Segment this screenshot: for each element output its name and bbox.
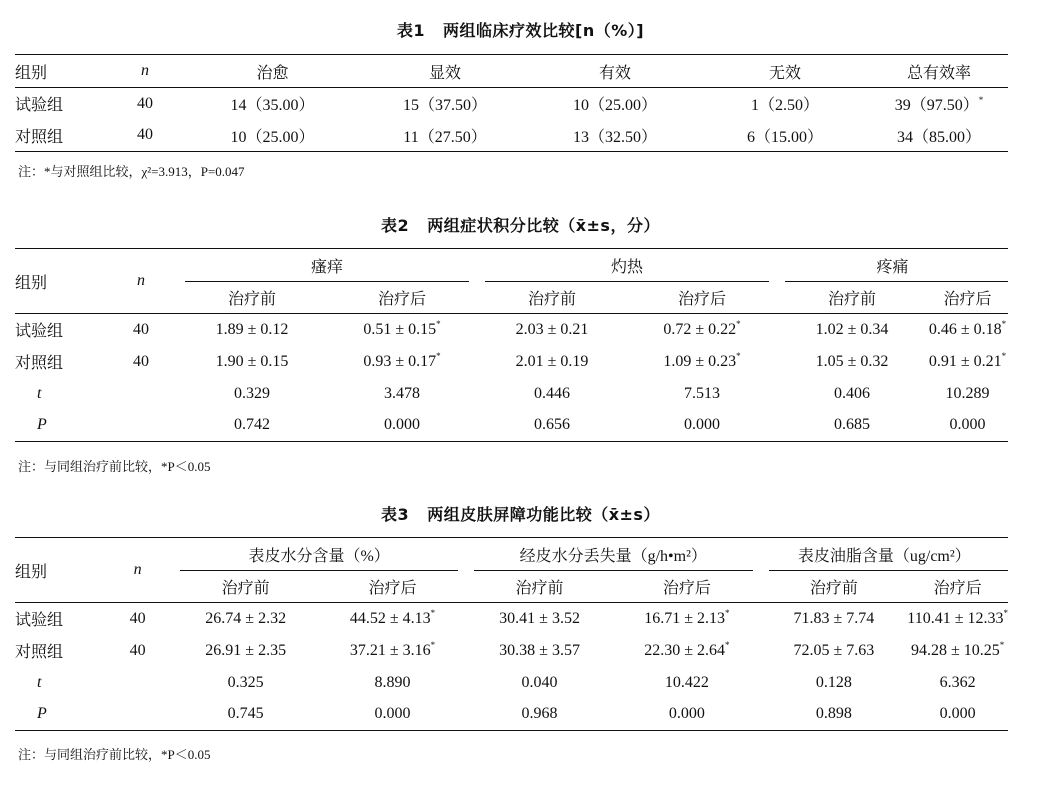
sub-header: 治疗后 — [319, 571, 466, 603]
table-cell: 0.968 — [521, 705, 558, 723]
table-cell: 30.41 ± 3.52 — [499, 609, 580, 627]
table-cell: 0.446 — [534, 384, 570, 402]
table1-note: 注：*与对照组比较，χ²=3.913，P=0.047 — [18, 164, 245, 179]
table-cell — [327, 346, 477, 378]
table-cell — [105, 378, 177, 410]
table-cell: 15（37.50） — [402, 97, 487, 115]
table-cell: 0.128 — [815, 673, 852, 691]
cell-value: 37.21 ± 3.16 — [349, 641, 431, 659]
table-row — [15, 314, 1008, 346]
table-cell: 10（25.00） — [230, 128, 315, 146]
table-cell: t — [37, 673, 42, 691]
table-cell: 2.01 ± 0.19 — [515, 352, 589, 370]
table-cell — [907, 603, 1008, 635]
significance-mark: * — [430, 639, 436, 650]
table-cell — [627, 346, 777, 378]
table-cell — [870, 88, 1008, 120]
table-cell: 2.03 ± 0.21 — [515, 320, 589, 338]
table-cell: 13（32.50） — [572, 128, 657, 146]
table-row — [15, 667, 1008, 699]
table3-caption-number: 表3 — [381, 505, 410, 524]
table-cell: 26.91 ± 2.35 — [205, 641, 287, 659]
significance-mark: * — [736, 350, 741, 361]
table-cell: 1（2.50） — [750, 97, 819, 115]
table-cell: 11（27.50） — [403, 128, 487, 146]
table2 — [15, 248, 1008, 442]
table1-caption-number: 表1 — [396, 21, 426, 40]
cell-value: 0.93 ± 0.17 — [363, 352, 437, 370]
table-cell — [927, 346, 1008, 378]
table-cell: 40 — [133, 320, 149, 338]
span-label: 瘙痒 — [310, 258, 343, 276]
table-cell: 对照组 — [15, 644, 64, 661]
table2-n-header: n — [105, 249, 177, 314]
table2-note: 注：与同组治疗前比较，*P＜0.05 — [18, 459, 211, 474]
table-cell: 26.74 ± 2.32 — [205, 609, 287, 627]
table-cell — [103, 667, 172, 699]
table1 — [15, 54, 1008, 152]
table-cell: 8.890 — [374, 673, 411, 691]
table-cell: 0.656 — [534, 416, 570, 434]
cell-value: 0.46 ± 0.18 — [928, 320, 1002, 338]
table-cell: 72.05 ± 7.63 — [793, 641, 875, 659]
table-cell: 3.478 — [384, 384, 420, 402]
sub-header: 治疗前 — [172, 571, 319, 603]
table-row — [15, 603, 1008, 635]
significance-mark: * — [1003, 607, 1008, 618]
table-cell: 71.83 ± 7.74 — [793, 609, 875, 627]
cell-value: 22.30 ± 2.64 — [644, 641, 725, 659]
significance-mark: * — [1001, 318, 1007, 329]
table-cell: 10（25.00） — [572, 97, 657, 115]
table-cell: P — [37, 705, 47, 723]
table-row — [15, 88, 1008, 120]
table-cell: 对照组 — [15, 355, 64, 372]
table-cell: 0.000 — [949, 416, 986, 434]
table-row — [15, 410, 1008, 442]
table1-caption — [0, 18, 1041, 41]
table-cell — [927, 314, 1008, 346]
table-cell: 0.325 — [227, 673, 264, 691]
table-cell — [627, 314, 777, 346]
table2-caption-number: 表2 — [381, 216, 410, 235]
sub-header: 治疗前 — [177, 282, 327, 314]
cell-value: 94.28 ± 10.25 — [910, 641, 1000, 659]
table-cell: 0.000 — [374, 705, 411, 723]
table-cell: 40 — [137, 126, 153, 144]
table-cell — [103, 699, 172, 731]
table-cell — [907, 635, 1008, 667]
table3-span-header — [761, 538, 1008, 571]
significance-mark: * — [436, 318, 441, 329]
table-cell: 10.289 — [945, 384, 990, 402]
cell-value: 0.51 ± 0.15 — [363, 320, 437, 338]
table-cell: 34（85.00） — [896, 128, 981, 146]
table-cell: 0.685 — [834, 416, 870, 434]
significance-mark: * — [999, 639, 1005, 650]
table3-caption — [0, 502, 1041, 525]
span-label: 经皮水分丢失量（g/h•m²） — [519, 547, 707, 565]
table-cell: 0.406 — [834, 384, 870, 402]
table1-header-cell: 显效 — [360, 55, 530, 88]
significance-mark: * — [725, 639, 730, 650]
table-cell: 0.742 — [234, 416, 270, 434]
significance-mark: * — [725, 607, 730, 618]
table-cell: 0.745 — [227, 705, 264, 723]
table-cell: 6.362 — [939, 673, 976, 691]
cell-value: 44.52 ± 4.13 — [349, 609, 431, 627]
significance-mark: * — [436, 350, 441, 361]
table-cell — [613, 635, 760, 667]
span-label: 灼热 — [610, 258, 643, 276]
cell-value: 1.09 ± 0.23 — [663, 352, 737, 370]
table-cell: 1.05 ± 0.32 — [815, 352, 889, 370]
cell-value: 16.71 ± 2.13 — [644, 609, 725, 627]
significance-mark: * — [736, 318, 741, 329]
table3-span-header — [466, 538, 761, 571]
table-cell: 14（35.00） — [230, 97, 315, 115]
table-cell: 30.38 ± 3.57 — [499, 641, 580, 659]
span-label: 疼痛 — [876, 258, 909, 276]
table2-span-header — [477, 249, 777, 282]
table2-span-header — [777, 249, 1008, 282]
table-row — [15, 635, 1008, 667]
sub-header: 治疗后 — [627, 282, 777, 314]
table-cell — [327, 314, 477, 346]
table-cell: 40 — [129, 609, 146, 627]
table2-span-header — [177, 249, 477, 282]
table1-header-cell: 总有效率 — [870, 55, 1008, 88]
table-cell — [319, 635, 466, 667]
table-cell: 0.000 — [668, 705, 705, 723]
table-cell: 40 — [129, 641, 146, 659]
table-cell: 1.89 ± 0.12 — [215, 320, 289, 338]
significance-mark: * — [430, 607, 436, 618]
cell-value: 0.91 ± 0.21 — [928, 352, 1002, 370]
table-cell: 0.000 — [684, 416, 720, 434]
table1-caption-title: 两组临床疗效比较[n（%）] — [443, 21, 645, 40]
table-row — [15, 120, 1008, 152]
sub-header: 治疗前 — [761, 571, 908, 603]
table-row — [15, 699, 1008, 731]
table2-span-header-row — [15, 249, 1008, 282]
span-label: 表皮水分含量（%） — [248, 547, 390, 565]
table-cell: P — [37, 416, 47, 434]
table1-header-cell: n — [105, 55, 185, 88]
table-cell: 试验组 — [15, 612, 64, 630]
table1-header-cell: 组别 — [15, 55, 105, 88]
table3-group-header: 组别 — [15, 538, 103, 603]
table-cell: 0.000 — [384, 416, 420, 434]
table3-n-header: n — [103, 538, 172, 603]
sub-header: 治疗前 — [477, 282, 627, 314]
table1-header-cell: 治愈 — [185, 55, 360, 88]
table-row — [15, 346, 1008, 378]
sub-header: 治疗前 — [777, 282, 927, 314]
table1-header-cell: 有效 — [530, 55, 700, 88]
table2-caption — [0, 213, 1041, 236]
table-cell — [613, 603, 760, 635]
span-label: 表皮油脂含量（ug/cm²） — [797, 547, 971, 565]
table3 — [15, 537, 1008, 731]
table-cell: 7.513 — [684, 384, 720, 402]
table2-group-header: 组别 — [15, 249, 105, 314]
table1-header-cell: 无效 — [700, 55, 870, 88]
table-cell: 1.90 ± 0.15 — [215, 352, 289, 370]
table1-header-row — [15, 55, 1008, 88]
table-cell: 6（15.00） — [746, 128, 823, 146]
table-cell — [319, 603, 466, 635]
cell-value: 0.72 ± 0.22 — [663, 320, 737, 338]
table-cell: 0.898 — [815, 705, 852, 723]
sub-header: 治疗后 — [927, 282, 1008, 314]
table-cell: 1.02 ± 0.34 — [815, 320, 889, 338]
significance-mark: * — [1001, 350, 1007, 361]
table-cell: 0.000 — [939, 705, 976, 723]
sub-header: 治疗后 — [907, 571, 1008, 603]
table-cell: 0.329 — [234, 384, 270, 402]
sub-header: 治疗后 — [327, 282, 477, 314]
table-row — [15, 378, 1008, 410]
table3-note: 注：与同组治疗前比较，*P＜0.05 — [18, 747, 211, 762]
table-cell: 40 — [133, 352, 149, 370]
table-cell: t — [37, 384, 42, 402]
sub-header: 治疗前 — [466, 571, 613, 603]
cell-value: 39（97.50） — [894, 97, 979, 115]
table-cell — [105, 410, 177, 442]
table-cell: 对照组 — [15, 128, 64, 146]
table2-caption-title: 两组症状积分比较（x̄±s，分） — [427, 216, 660, 235]
table3-span-header — [172, 538, 466, 571]
significance-mark: * — [978, 95, 984, 106]
table-cell: 试验组 — [15, 97, 64, 115]
table-cell: 0.040 — [521, 673, 558, 691]
table3-caption-title: 两组皮肤屏障功能比较（x̄±s） — [427, 505, 660, 524]
table-cell: 10.422 — [664, 673, 709, 691]
table-cell: 试验组 — [15, 323, 64, 341]
table3-span-header-row — [15, 538, 1008, 571]
cell-value: 110.41 ± 12.33 — [907, 609, 1004, 627]
table-cell: 40 — [137, 94, 153, 112]
sub-header: 治疗后 — [613, 571, 760, 603]
